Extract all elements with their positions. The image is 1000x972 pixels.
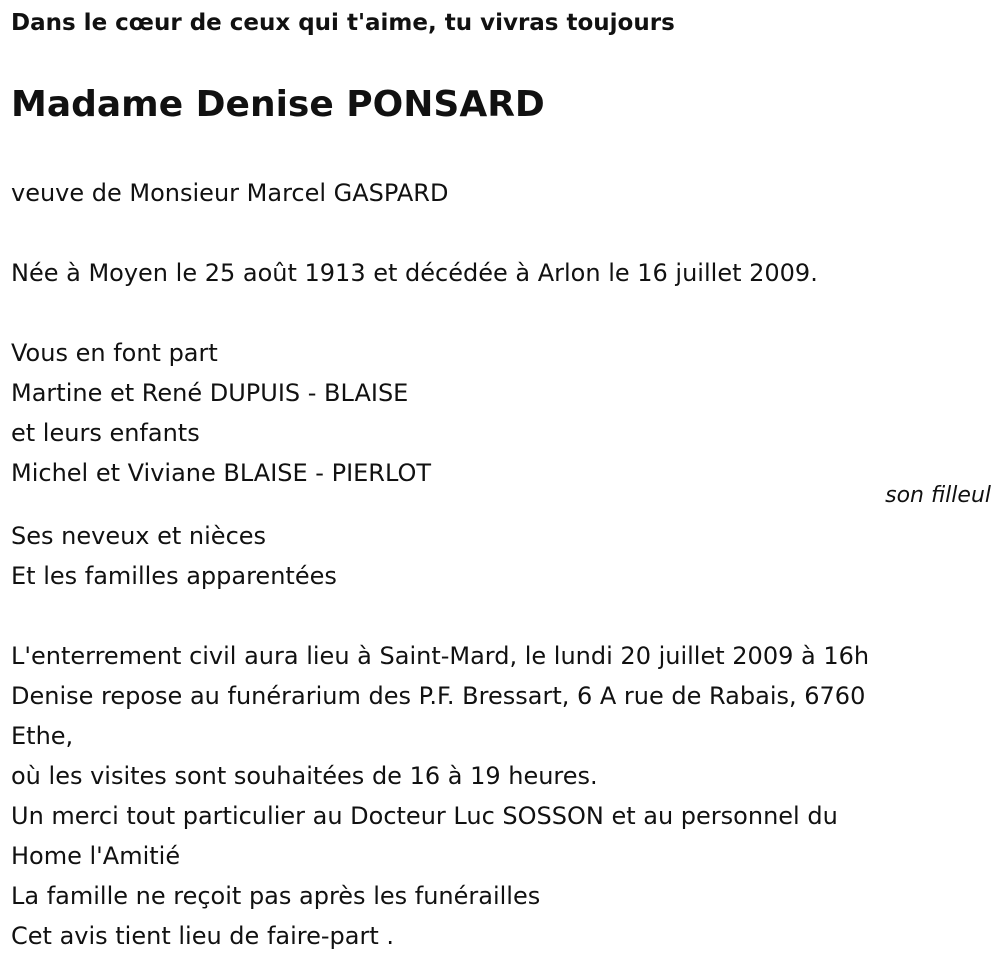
- epigraph: Dans le cœur de ceux qui t'aime, tu vivras toujours: [11, 10, 675, 36]
- relatives-line: Et les familles apparentées: [11, 562, 337, 590]
- detail-line: Un merci tout particulier au Docteur Luc SOSSON et au personnel du: [11, 802, 838, 830]
- detail-line: Home l'Amitié: [11, 842, 181, 870]
- detail-line: La famille ne reçoit pas après les funérailles: [11, 882, 541, 910]
- family-line: Michel et Viviane BLAISE - PIERLOT: [11, 459, 432, 487]
- birth-death-line: Née à Moyen le 25 août 1913 et décédée à Arlon le 16 juillet 2009.: [11, 259, 818, 287]
- widow-of-line: veuve de Monsieur Marcel GASPARD: [11, 179, 449, 207]
- godson-note: son filleul: [885, 483, 991, 508]
- family-line: Vous en font part: [11, 339, 218, 367]
- deceased-name: Madame Denise PONSARD: [11, 84, 545, 125]
- family-line: et leurs enfants: [11, 419, 200, 447]
- relatives-line: Ses neveux et nièces: [11, 522, 267, 550]
- detail-line: où les visites sont souhaitées de 16 à 19 heures.: [11, 762, 598, 790]
- detail-line: Ethe,: [11, 722, 74, 750]
- detail-line: Denise repose au funérarium des P.F. Bressart, 6 A rue de Rabais, 6760: [11, 682, 866, 710]
- detail-line: Cet avis tient lieu de faire-part .: [11, 922, 395, 950]
- family-line: Martine et René DUPUIS - BLAISE: [11, 379, 409, 407]
- detail-line: L'enterrement civil aura lieu à Saint-Mard, le lundi 20 juillet 2009 à 16h: [11, 642, 870, 670]
